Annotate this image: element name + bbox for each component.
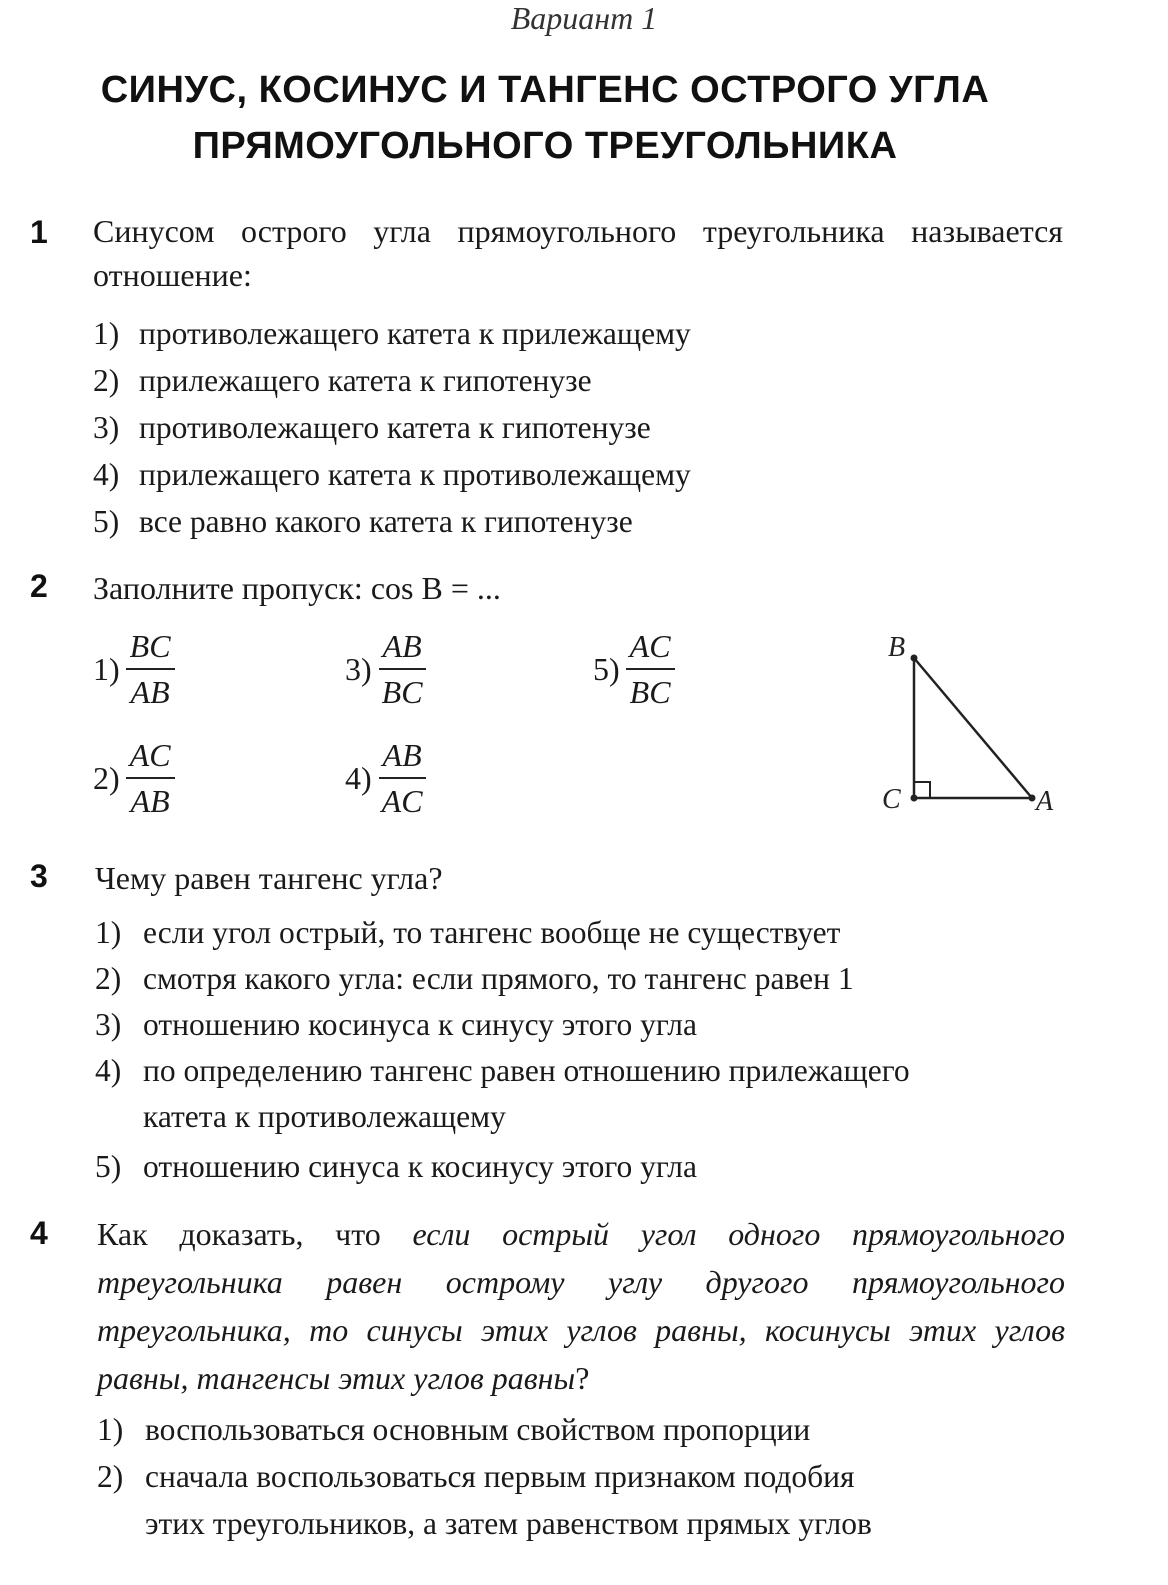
triangle-side-ab xyxy=(914,658,1032,798)
q1-option-5: 5) все равно какого катета к гипотенузе xyxy=(93,504,633,539)
question-2-text: Заполните пропуск: cos B = ... xyxy=(93,570,501,606)
q1-option-3: 3) противолежащего катета к гипотенузе xyxy=(93,410,651,445)
q3-option-4-line2: катета к противолежащему xyxy=(143,1099,506,1134)
question-2-number: 2 xyxy=(30,568,48,604)
question-4-number: 4 xyxy=(30,1215,48,1251)
vertex-b-label: B xyxy=(888,632,906,663)
question-4-text: Как доказать, что если острый угол одного прямоугольного треугольника равен острому углу другого прямоугольного треугольника, то синусы этих углов равны, косинусы этих углов равны, тангенсы этих углов равны? xyxy=(97,1216,1066,1396)
question-3-number: 3 xyxy=(30,858,48,894)
q1-option-1: 1) противолежащего катета к прилежащему xyxy=(93,316,691,351)
q4-option-1: 1) воспользоваться основным свойством пропорции xyxy=(97,1412,811,1447)
q3-option-1: 1) если угол острый, то тангенс вообще не существует xyxy=(95,915,841,950)
vertex-c-dot xyxy=(911,795,918,802)
q2-option-5: 5) $\frac{AC}{BC}$ xyxy=(593,624,675,714)
vertex-a-label: A xyxy=(1036,786,1054,817)
vertex-b-dot xyxy=(911,655,918,662)
q3-option-3: 3) отношению косинуса к синусу этого угла xyxy=(95,1007,697,1042)
question-3-text: Чему равен тангенс угла? xyxy=(95,860,443,896)
page-title-line2: ПРЯМОУГОЛЬНОГО ТРЕУГОЛЬНИКА xyxy=(192,125,898,167)
question-1-number: 1 xyxy=(30,214,48,250)
q2-option-3: 3) $\frac{AB}{BC}$ xyxy=(345,624,427,714)
question-1-text: Синусом острого угла прямоугольного треугольника называется отношение: xyxy=(93,213,1063,293)
q3-option-4: 4) по определению тангенс равен отношению прилежащего xyxy=(95,1053,910,1088)
q3-option-2: 2) смотря какого угла: если прямого, то тангенс равен 1 xyxy=(95,961,854,996)
vertex-c-label: C xyxy=(882,784,901,815)
q3-option-5: 5) отношению синуса к косинусу этого угла xyxy=(95,1149,697,1184)
q2-option-2: 2) $\frac{AC}{AB}$ xyxy=(93,733,175,823)
variant-label: Вариант 1 xyxy=(510,0,658,36)
q2-option-4: 4) $\frac{AB}{AC}$ xyxy=(345,733,427,823)
q4-option-2-line2: этих треугольников, а затем равенством прямых углов xyxy=(145,1506,872,1541)
q4-option-2: 2) сначала воспользоваться первым признаком подобия xyxy=(97,1459,855,1494)
vertex-a-dot xyxy=(1029,795,1036,802)
page-title-line1: СИНУС, КОСИНУС И ТАНГЕНС ОСТРОГО УГЛА xyxy=(100,69,990,111)
q1-option-4: 4) прилежащего катета к противолежащему xyxy=(93,457,691,492)
q1-option-2: 2) прилежащего катета к гипотенузе xyxy=(93,363,592,398)
q2-option-1: 1) $\frac{BC}{AB}$ xyxy=(93,624,175,714)
right-triangle-figure xyxy=(870,620,1070,825)
